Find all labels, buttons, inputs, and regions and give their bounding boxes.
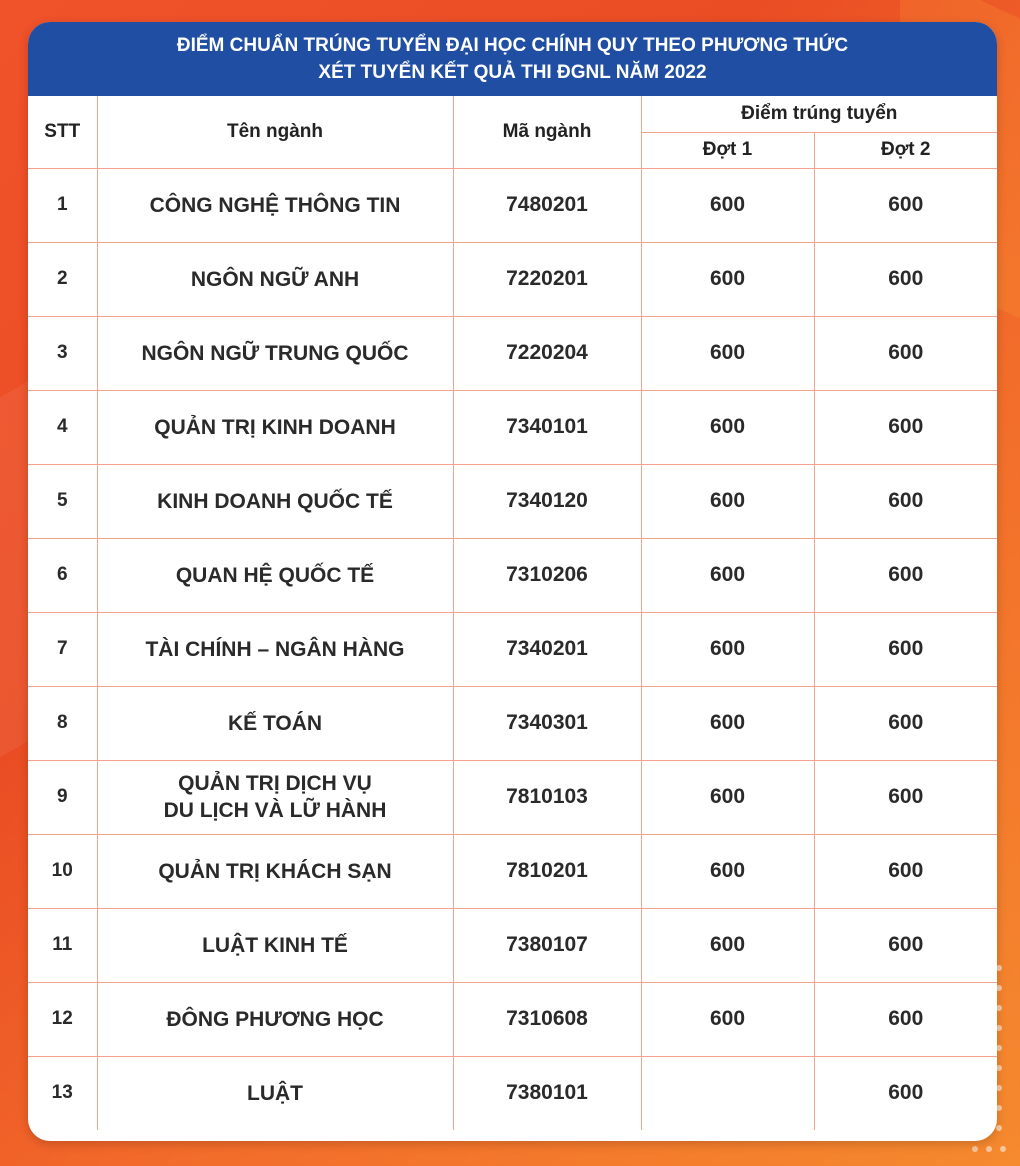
cell-name [97,760,453,834]
cell-round-1: 600 [641,168,814,242]
cell-stt: 7 [28,612,97,686]
major-name: QUẢN TRỊ KHÁCH SẠN [158,859,392,883]
cell-round-1: 600 [641,834,814,908]
decorative-dots [972,1146,1006,1152]
table-row [28,168,997,242]
cell-round-1: 600 [641,908,814,982]
header-score: Điểm trúng tuyển [641,96,997,132]
table-row [28,908,997,982]
cell-stt: 5 [28,464,97,538]
major-name-line-2: DU LỊCH VÀ LỮ HÀNH [163,799,387,822]
cell-stt: 2 [28,242,97,316]
cell-round-1: 600 [641,464,814,538]
header-name: Tên ngành [97,96,453,168]
cell-name [97,390,453,464]
cell-code: 7340301 [453,686,641,760]
table-row [28,612,997,686]
cell-code: 7220204 [453,316,641,390]
cell-stt: 11 [28,908,97,982]
major-name: ĐÔNG PHƯƠNG HỌC [166,1007,384,1031]
cell-code: 7810201 [453,834,641,908]
cell-round-2: 600 [814,760,997,834]
header-code: Mã ngành [453,96,641,168]
cell-round-1: 600 [641,538,814,612]
cell-stt: 9 [28,760,97,834]
major-name: LUẬT [247,1081,303,1105]
major-name: CÔNG NGHỆ THÔNG TIN [149,193,401,217]
table-row [28,316,997,390]
cell-name [97,982,453,1056]
cell-stt: 8 [28,686,97,760]
cell-code: 7340101 [453,390,641,464]
cell-name [97,834,453,908]
major-name: QUAN HỆ QUỐC TẾ [175,563,375,587]
cell-name [97,538,453,612]
cell-stt: 3 [28,316,97,390]
cell-round-1: 600 [641,390,814,464]
cell-stt: 10 [28,834,97,908]
table-row [28,982,997,1056]
cell-code: 7310206 [453,538,641,612]
cell-stt: 1 [28,168,97,242]
decorative-dots [996,965,1010,1131]
cell-stt: 12 [28,982,97,1056]
cell-round-2: 600 [814,612,997,686]
cell-round-1 [641,1056,814,1130]
cell-round-2: 600 [814,390,997,464]
cell-round-2: 600 [814,982,997,1056]
major-name: LUẬT KINH TẾ [202,933,348,957]
header-round-2: Đợt 2 [814,132,997,168]
cell-code: 7480201 [453,168,641,242]
table-row [28,1056,997,1130]
cell-round-2: 600 [814,834,997,908]
score-table [28,96,997,1130]
table-row [28,834,997,908]
cell-name [97,464,453,538]
table-header [28,96,997,168]
major-name: NGÔN NGỮ TRUNG QUỐC [141,341,409,365]
table-row [28,464,997,538]
cell-name [97,686,453,760]
header-round-1: Đợt 1 [641,132,814,168]
title-bar [28,22,997,96]
cell-code: 7340120 [453,464,641,538]
cell-round-2: 600 [814,464,997,538]
title-line-2: XÉT TUYỂN KẾT QUẢ THI ĐGNL NĂM 2022 [318,62,707,83]
major-name: NGÔN NGỮ ANH [190,267,360,291]
cell-round-1: 600 [641,686,814,760]
table-row [28,390,997,464]
cell-name [97,316,453,390]
cell-round-2: 600 [814,908,997,982]
cell-code: 7380107 [453,908,641,982]
cell-round-2: 600 [814,316,997,390]
table-row [28,760,997,834]
cell-round-1: 600 [641,242,814,316]
cell-name [97,1056,453,1130]
major-name: KINH DOANH QUỐC TẾ [157,489,393,513]
cell-round-2: 600 [814,242,997,316]
cell-name [97,612,453,686]
cell-round-2: 600 [814,538,997,612]
cell-round-2: 600 [814,1056,997,1130]
cell-stt: 13 [28,1056,97,1130]
cell-code: 7310608 [453,982,641,1056]
cell-stt: 4 [28,390,97,464]
major-name: KẾ TOÁN [227,711,323,735]
major-name: QUẢN TRỊ KINH DOANH [154,415,396,439]
table-body [28,168,997,1130]
cell-stt: 6 [28,538,97,612]
major-name: TÀI CHÍNH – NGÂN HÀNG [145,637,405,661]
cell-round-1: 600 [641,612,814,686]
score-card [28,22,997,1141]
table-row [28,686,997,760]
header-stt: STT [28,96,97,168]
cell-code: 7380101 [453,1056,641,1130]
cell-name [97,908,453,982]
major-name: QUẢN TRỊ DỊCH VỤ [178,772,372,795]
cell-round-1: 600 [641,982,814,1056]
cell-name [97,242,453,316]
table-row [28,538,997,612]
cell-round-1: 600 [641,760,814,834]
cell-code: 7340201 [453,612,641,686]
cell-code: 7810103 [453,760,641,834]
cell-round-2: 600 [814,168,997,242]
cell-name [97,168,453,242]
table-row [28,242,997,316]
title-line-1: ĐIỂM CHUẨN TRÚNG TUYỂN ĐẠI HỌC CHÍNH QUY THEO PHƯƠNG THỨC [176,35,849,56]
cell-round-1: 600 [641,316,814,390]
cell-code: 7220201 [453,242,641,316]
cell-round-2: 600 [814,686,997,760]
